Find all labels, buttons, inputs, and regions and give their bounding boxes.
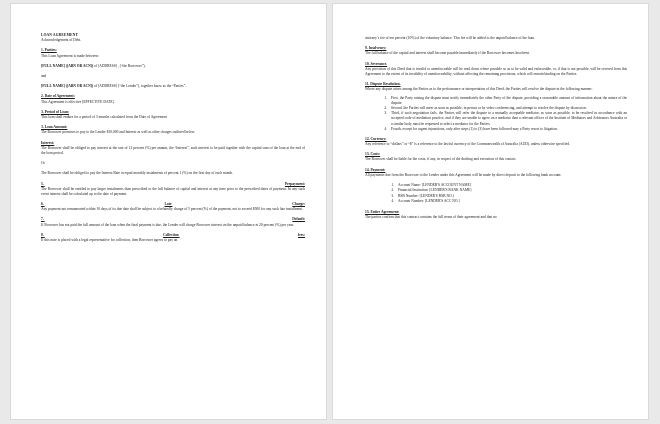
heading-dispute-resolution: 11. Dispute Resolution. — [365, 82, 401, 87]
date-of-agreement-body: This Agreement is effective [EFFECTIVE DATE]. — [41, 99, 115, 104]
tab-filler — [44, 182, 285, 187]
interest-body-1: The Borrower shall be obliged to pay interest at the rate of 12 percent (%) per annum, the “Interest”, such interest to be paid together with the capital sum of the loan at the end of the loan period. — [41, 145, 305, 155]
list-item: 3. BSB Number: [LENDER'S BSB NO.] — [395, 194, 627, 199]
list-item: 3. Third, if such negotiation fails, the Parties will refer the dispute to a mutually acceptable mediator, as soon as possible, to be resolved in accordance with an accepted code of mediation practice, and if they are unable to agree on a mediator then a relevant officer of the Institute of Mediators and Arbitrators Australia or a similar body must be requested to select a mediator for the Parties. — [388, 111, 627, 126]
heading-date-of-agreement: 2. Date of Agreement: — [41, 94, 75, 99]
tab-filler — [44, 217, 293, 222]
collection-fees-number: 8. — [41, 232, 44, 237]
heading-parties: 1. Parties: — [41, 48, 57, 53]
loan-amount-body: The Borrower promises to pay to the Lender $10,000 and Interest as well as other charges outlined below. — [41, 130, 195, 135]
heading-insolvency: 9. Insolvency: — [365, 46, 387, 51]
dispute-resolution-intro: Where any dispute arises among the Parties as to the performance or interpretation of this Deed, the Parties will resolve the dispute in the following manner: — [365, 87, 593, 92]
period-of-loan-body: This loan shall endure for a period of 3 months calculated from the Date of Agreement — [41, 114, 167, 119]
late-charge-title-charge: Charge: — [292, 202, 305, 207]
lender-name-placeholder: [FULL NAME] ([ABN OR ACN]) — [41, 84, 94, 89]
document-subtitle: Acknowledgement of Debt. — [41, 38, 82, 43]
dispute-resolution-steps — [365, 96, 627, 132]
prepayment-body: The Borrower shall be entitled to pay larger instalments than prescribed or the full balance of capital and interest at any time prior to the prescribed dates of payment. In any such event interest shall be calculated up to the date of payment. — [41, 186, 305, 196]
heading-period-of-loan: 3. Period of Loan: — [41, 109, 70, 114]
collection-fees-title-fees: fees: — [297, 232, 305, 237]
heading-prepayment — [41, 182, 305, 187]
prepayment-number: 5. — [41, 181, 44, 186]
costs-body: The Borrower shall be liable for the costs, if any, in respect of the drafting and execution of this contact. — [365, 157, 517, 162]
list-item: 4. Fourth, except for urgent injunctions, only after steps (1) to (3) have been followed may a Party resort to litigation. — [388, 127, 627, 132]
severance-body: Any provision of this Deed that is invalid or unenforceable will be read down where possible so as to be valid and enforceable, or, if that is not possible, will be severed from this Agreement to the extent of its invalidity of unenforceability, without affecting the remaining provisions, which will remain binding on the Parties. — [365, 66, 627, 76]
heading-currency: 12. Currency: — [365, 136, 387, 141]
list-item: 2. Second, the Parties will meet as soon as possible, in person or by video conferencing, and attempt to resolve the dispute by discussion. — [388, 106, 627, 111]
heading-entire-agreement: 15. Entire Agreement: — [365, 209, 400, 214]
borrower-name-placeholder: [FULL NAME] ([ABN OR ACN]) — [41, 63, 94, 68]
default-body: If Borrower has not paid the full amount of the loan when the final payment is due, the Lender will charge Borrower interest on the unpaid balance at 20 percent (%) per year. — [41, 222, 295, 227]
list-item: 1. First, the Party raising the dispute must notify immediately the other Party of the dispute, providing a reasonable amount of information about the nature of the dispute. — [388, 96, 627, 106]
default-number: 7. — [41, 217, 44, 222]
late-charge-number: 6. — [41, 202, 44, 207]
heading-loan-amount: 3. Loan Amount: — [41, 125, 68, 130]
late-charge-title-late: Late — [164, 202, 172, 207]
interest-body-2: The Borrower shall be obliged to pay the Interest Rate in equal monthly instalments of percent 1 (%) on the first day of each month. — [41, 171, 234, 176]
parties-intro: This Loan Agreement is made between: — [41, 53, 99, 58]
heading-costs: 13. Costs: — [365, 152, 381, 157]
entire-agreement-body: The parties confirm that this contract contains the full terms of their agreement and that no — [365, 214, 497, 219]
prepayment-title: Prepayment: — [284, 181, 305, 186]
insolvency-body: The full balance of the capital and interest shall become payable immediately if the Borrower becomes Insolvent. — [365, 51, 530, 56]
document-page-1[interactable] — [10, 3, 327, 420]
late-charge-body: Any payment not remunerated within 10 days of its due date shall be subject to a belatedly charge of 5 percent (%) of the payment, not to exceed $500 for any such late installment. — [41, 207, 304, 212]
lender-address-text: of [ADDRESS] (“the Lender”), together know as the “Parties”. — [93, 84, 187, 89]
borrower-address-text: of [ADDRESS] , (“the Borrower”), — [93, 63, 146, 68]
interest-alternative-or: Or — [41, 161, 45, 166]
payment-body: All payments due from the Borrower to the Lender under this Agreement will be made by direct deposit to the following bank account: — [365, 172, 562, 177]
currency-body: Any reference to “dollars” or “$” is a reference to the lawful currency of the Commonwealth of Australia (AUD), unless otherwise specified. — [365, 142, 570, 147]
heading-payment: 14. Payment: — [365, 167, 386, 172]
list-item: 4. Account Number: [LENDER'S ACC NO.] — [395, 199, 627, 204]
bank-account-details-list — [365, 183, 627, 204]
document-title: LOAN AGREEMENT — [41, 33, 79, 37]
collection-fees-title-collection: Collection — [162, 232, 179, 237]
collection-fees-body: If this note is placed with a legal representative for collection, then Borrower agrees to pay an — [41, 237, 178, 242]
list-item: 2. Financial Institution: [LENDER'S BANK NAME] — [395, 188, 627, 193]
heading-severance: 10. Severance. — [365, 61, 388, 66]
heading-interest: Interest: — [41, 140, 55, 145]
tab-filler — [179, 233, 298, 238]
heading-default — [41, 217, 305, 222]
default-title: Default: — [292, 217, 305, 222]
continuation-paragraph: attorney’s fee of ten percent (10%) of the voluntary balance. This fee will be added to the unpaid balance of the loan. — [365, 36, 535, 40]
list-item: 1. Account Name: [LENDER'S ACCOUNT NAME] — [395, 183, 627, 188]
document-page-2[interactable] — [332, 3, 649, 420]
conjunction-and: and — [41, 73, 47, 78]
